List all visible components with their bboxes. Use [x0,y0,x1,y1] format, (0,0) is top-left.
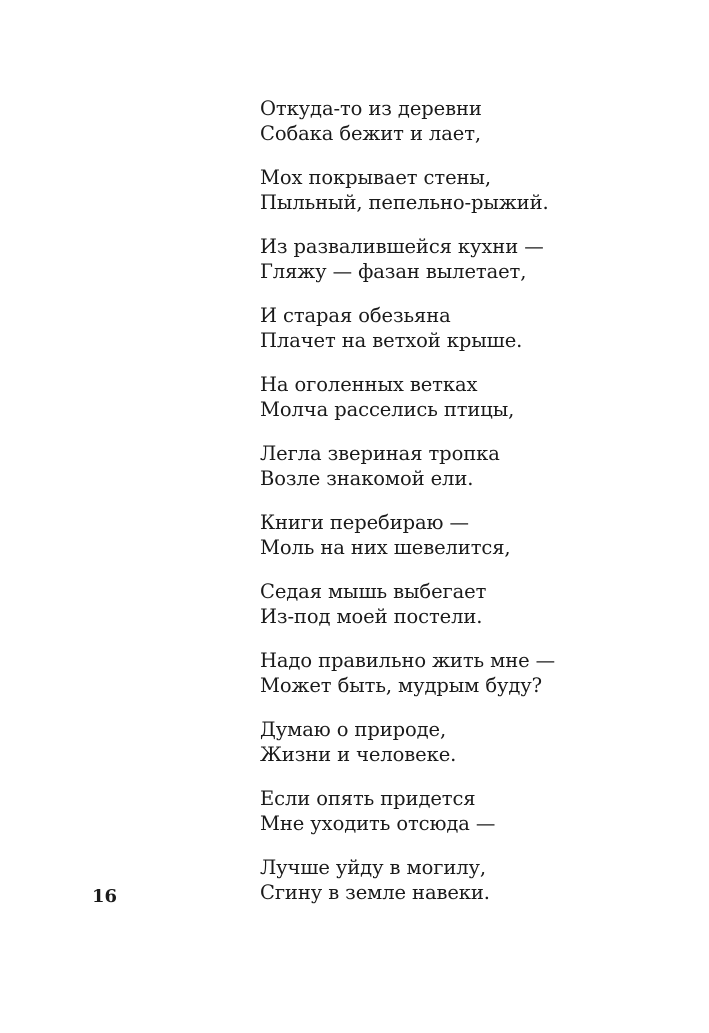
poem-line: Седая мышь выбегает [260,580,487,603]
stanza-7 [260,510,690,560]
stanza-3 [260,234,690,284]
poem-line: Легла звериная тропка [260,442,500,465]
poem-line: Пыльный, пепельно-рыжий. [260,191,549,214]
stanza-12 [260,855,690,905]
poem-line: И старая обезьяна [260,304,451,327]
poem-line: Если опять придется [260,787,476,810]
poem-line: Откуда-то из деревни [260,97,482,120]
poem-line: Молча расселись птицы, [260,398,515,421]
poem-line: Мне уходить отсюда — [260,812,496,835]
poem-line: Может быть, мудрым буду? [260,674,542,697]
stanza-11 [260,786,690,836]
poem-line: Мох покрывает стены, [260,166,491,189]
poem-line: На оголенных ветках [260,373,478,396]
poem-line: Из развалившейся кухни — [260,235,544,258]
poem-line: Плачет на ветхой крыше. [260,329,523,352]
poem-body [260,96,690,924]
stanza-1 [260,96,690,146]
stanza-6 [260,441,690,491]
poem-line: Сгину в земле навеки. [260,881,490,904]
poem-line: Собака бежит и лает, [260,122,481,145]
stanza-5 [260,372,690,422]
poem-line: Книги перебираю — [260,511,469,534]
poem-line: Гляжу — фазан вылетает, [260,260,527,283]
poem-line: Надо правильно жить мне — [260,649,556,672]
stanza-8 [260,579,690,629]
page-number: 16 [92,886,118,907]
poem-line: Возле знакомой ели. [260,467,474,490]
poem-line: Из-под моей постели. [260,605,483,628]
poem-line: Думаю о природе, [260,718,447,741]
stanza-10 [260,717,690,767]
stanza-9 [260,648,690,698]
stanza-2 [260,165,690,215]
poem-line: Моль на них шевелится, [260,536,511,559]
poem-line: Жизни и человеке. [260,743,457,766]
stanza-4 [260,303,690,353]
poem-line: Лучше уйду в могилу, [260,856,487,879]
